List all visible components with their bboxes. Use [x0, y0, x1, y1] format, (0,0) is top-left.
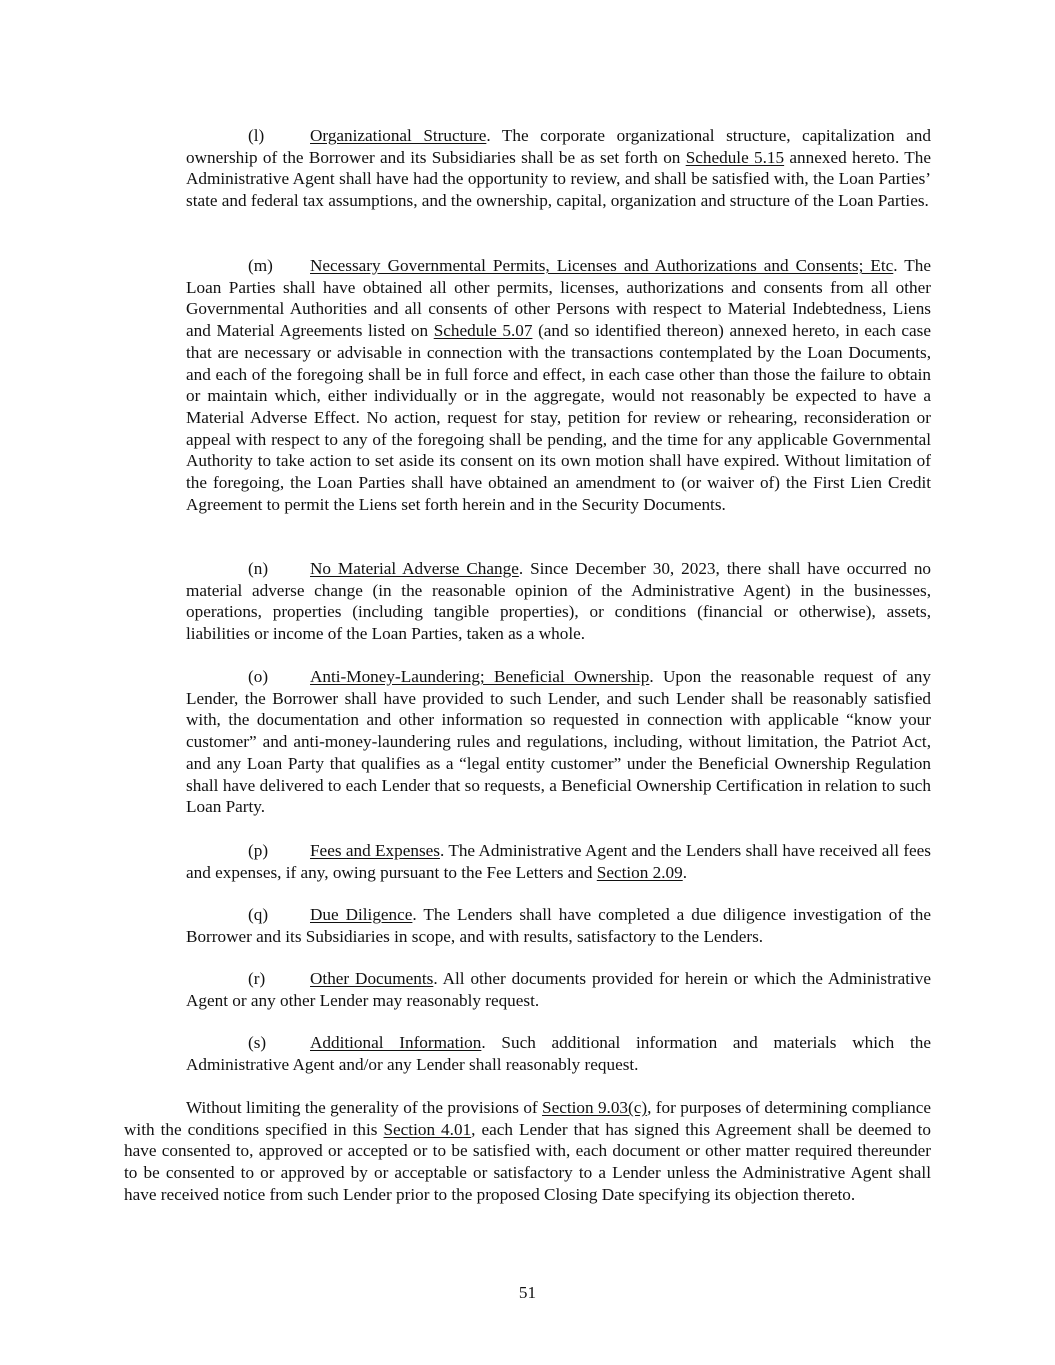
- text-run: . Since December 30, 2023, there shall have occurred no material adverse change (in the reasonable opinion of the Administrative Agent) in the businesses, operations, properties (including tangible properties), or conditions (financial or otherwise), assets, liabilities or income of the Loan Parties, taken as a whole.: [186, 559, 932, 644]
- closing-paragraph: [124, 1097, 931, 1206]
- clause-q: [186, 904, 931, 947]
- underlined-term: Section 2.09: [596, 862, 683, 882]
- clause-s: [186, 1032, 931, 1075]
- text-run: . All other documents provided for herein or which the Administrative Agent or any other Lender may reasonably request.: [186, 969, 931, 1010]
- clause-number: (n): [248, 559, 269, 578]
- clause-number: (s): [248, 1033, 267, 1052]
- clause-number: (l): [248, 126, 265, 145]
- text-run: .: [682, 862, 688, 882]
- text-run: . Upon the reasonable request of any Lender, the Borrower shall have provided to such Lender, and such Lender shall be reasonably satisfied with, the documentation and other information so requested in connection with applicable “know your customer” and anti-money-laundering rules and regulations, including, without limitation, the Patriot Act, and any Loan Party that qualifies as a “legal entity customer” under the Beneficial Ownership Regulation shall have delivered to each Lender that so requests, a Beneficial Ownership Certification in relation to such Loan Party.: [186, 667, 931, 817]
- underlined-term: Schedule 5.07: [433, 321, 533, 341]
- clause-number: (m): [248, 256, 273, 275]
- clause-p: [186, 840, 931, 883]
- clause-n: [186, 558, 931, 645]
- page-number: 51: [518, 1283, 537, 1302]
- clause-body: [186, 667, 931, 816]
- clause-m: [186, 255, 931, 515]
- text-run: (and so identified thereon) annexed hereto, in each case that are necessary or advisable in connection with the transactions contemplated by the Loan Documents, and each of the foregoing shall be in full force and effect, in each case other than those the failure to obtain or maintain which, either individually or in the aggregate, would not reasonably be expected to have a Material Adverse Effect. No action, request for stay, petition for review or rehearing, reconsideration or appeal with respect to any of the foregoing shall be pending, and the time for any applicable Governmental Authority to take action to set aside its consent on its own motion shall have expired. Without limitation of the foregoing, the Loan Parties shall have obtained an amendment to (or waiver of) the First Lien Credit Agreement to permit the Liens set forth herein and in the Security Documents.: [186, 321, 931, 514]
- underlined-term: Other Documents: [310, 969, 434, 988]
- underlined-term: Section 4.01: [383, 1119, 472, 1139]
- text-run: . The Loan Parties shall have obtained all other permits, licenses, authorizations and consents from all other Governmental Authorities and all consents of other Persons with respect to Material Indebtedness, Liens and Material Agreements listed on: [186, 256, 931, 341]
- underlined-term: Organizational Structure: [310, 126, 487, 145]
- clause-number: (o): [248, 667, 269, 686]
- text-run: annexed hereto. The Administrative Agent shall have had the opportunity to review, and shall be satisfied with, the Loan Parties’ state and federal tax assumptions, and the ownership, capital, organization and structure of the Loan Parties.: [186, 147, 931, 211]
- text-run: . The corporate organizational structure, capitalization and ownership of the Borrower and its Subsidiaries shall be as set forth on: [186, 126, 931, 167]
- text-run: . Such additional information and materials which the Administrative Agent and/or any Lender shall reasonably request.: [186, 1033, 931, 1074]
- underlined-term: Section 9.03(c): [542, 1098, 648, 1117]
- underlined-term: Fees and Expenses: [310, 841, 440, 860]
- clause-o: [186, 666, 931, 818]
- underlined-term: Additional Information: [310, 1033, 482, 1052]
- clause-body: [186, 256, 931, 514]
- text-run: , for purposes of determining compliance with the conditions specified in this: [124, 1098, 931, 1139]
- closing-body: [124, 1098, 931, 1204]
- text-run: . The Administrative Agent and the Lenders shall have received all fees and expenses, if any, owing pursuant to the Fee Letters and: [186, 841, 931, 882]
- text-run: Without limiting the generality of the provisions of: [186, 1098, 543, 1117]
- clause-r: [186, 968, 931, 1011]
- clause-number: (q): [248, 905, 269, 924]
- underlined-term: Schedule 5.15: [685, 147, 785, 167]
- clause-number: (r): [248, 969, 266, 988]
- text-run: . The Lenders shall have completed a due diligence investigation of the Borrower and its Subsidiaries in scope, and with results, satisfactory to the Lenders.: [186, 905, 931, 946]
- text-run: , each Lender that has signed this Agreement shall be deemed to have consented to, approved or accepted or to be satisfied with, each document or other matter required thereunder to be consented to or approved by or acceptable or satisfactory to a Lender unless the Administrative Agent shall have received notice from such Lender prior to the proposed Closing Date specifying its objection thereto.: [124, 1119, 932, 1204]
- clause-number: (p): [248, 841, 269, 860]
- clause-l: [186, 125, 931, 212]
- underlined-term: Due Diligence: [310, 905, 413, 924]
- underlined-term: Necessary Governmental Permits, Licenses and Authorizations and Consents; Etc: [310, 256, 894, 275]
- underlined-term: No Material Adverse Change: [310, 559, 519, 578]
- underlined-term: Anti-Money-Laundering; Beneficial Ownership: [310, 667, 650, 686]
